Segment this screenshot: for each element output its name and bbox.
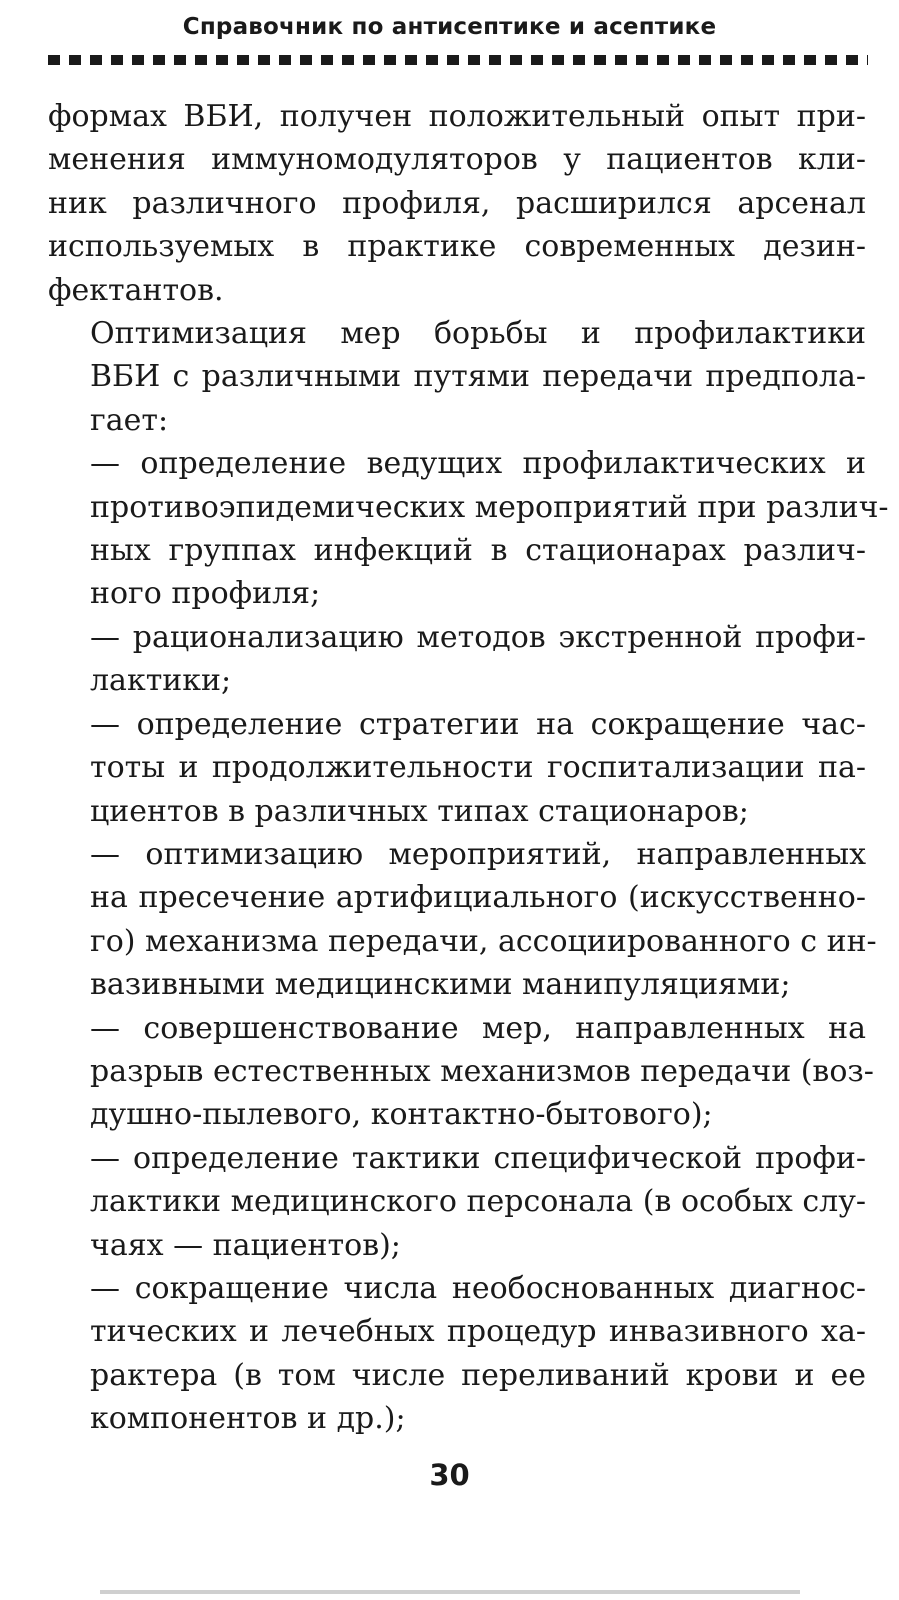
scan-bottom-edge — [100, 1590, 800, 1594]
text-line: рактера (в том числе переливаний крови и ее — [90, 1357, 866, 1393]
text-line: чаях — пациентов); — [90, 1227, 401, 1263]
text-line: ных группах инфекций в стационарах различ- — [90, 533, 866, 569]
header-dashed-rule — [48, 55, 868, 65]
list-item-1 — [48, 442, 889, 616]
list-item-6 — [48, 1137, 866, 1267]
text-line: компонентов и др.); — [90, 1401, 406, 1437]
running-header: Справочник по антисептике и асептике — [182, 14, 717, 40]
list-item-2 — [48, 616, 866, 703]
text-line: — определение тактики специфической профи- — [90, 1140, 866, 1176]
text-line: лактики; — [90, 663, 232, 699]
text-line: менения иммуномодуляторов у пациентов кли- — [48, 142, 866, 178]
text-line: циентов в различных типах стационаров; — [90, 793, 749, 829]
text-line: тических и лечебных процедур инвазивного ха- — [90, 1314, 866, 1350]
paragraph-1 — [48, 95, 866, 312]
text-line: вазивными медицинскими манипуляциями; — [90, 967, 791, 1003]
text-line: используемых в практике современных дезин- — [48, 229, 866, 265]
text-line: тоты и продолжительности госпитализации па- — [90, 750, 866, 786]
text-line: — определение стратегии на сокращение час- — [90, 706, 866, 742]
text-line: — рационализацию методов экстренной профи- — [90, 619, 866, 655]
page-number: 30 — [429, 1458, 470, 1492]
text-line: Оптимизация мер борьбы и профилактики — [90, 316, 866, 352]
text-line: гает: — [90, 402, 169, 438]
text-line: душно-пылевого, контактно-бытового); — [90, 1097, 713, 1133]
text-line: го) механизма передачи, ассоциированного с ин- — [90, 923, 877, 959]
list-item-5 — [48, 1007, 874, 1137]
page-body — [48, 95, 889, 1441]
text-line: противоэпидемических мероприятий при различ- — [90, 489, 889, 525]
text-line: — оптимизацию мероприятий, направленных — [90, 836, 866, 872]
text-line: — сокращение числа необоснованных диагнос- — [90, 1270, 866, 1306]
text-line: лактики медицинского персонала (в особых слу- — [90, 1184, 866, 1220]
text-line: ного профиля; — [90, 576, 321, 612]
text-line: разрыв естественных механизмов передачи (воз- — [90, 1053, 874, 1089]
text-line: фектантов. — [48, 272, 224, 308]
text-line: — совершенствование мер, направленных на — [90, 1010, 866, 1046]
text-line: на пресечение артифициального (искусственно- — [90, 880, 866, 916]
list-item-3 — [48, 703, 866, 833]
text-line: формах ВБИ, получен положительный опыт при- — [48, 99, 866, 134]
text-line: ВБИ с различными путями передачи предпола- — [90, 359, 866, 395]
text-line: — определение ведущих профилактических и — [90, 446, 866, 482]
text-line: ник различного профиля, расширился арсенал — [48, 185, 866, 221]
list-item-7 — [48, 1267, 866, 1441]
paragraph-2 — [48, 312, 866, 442]
list-item-4 — [48, 833, 877, 1007]
